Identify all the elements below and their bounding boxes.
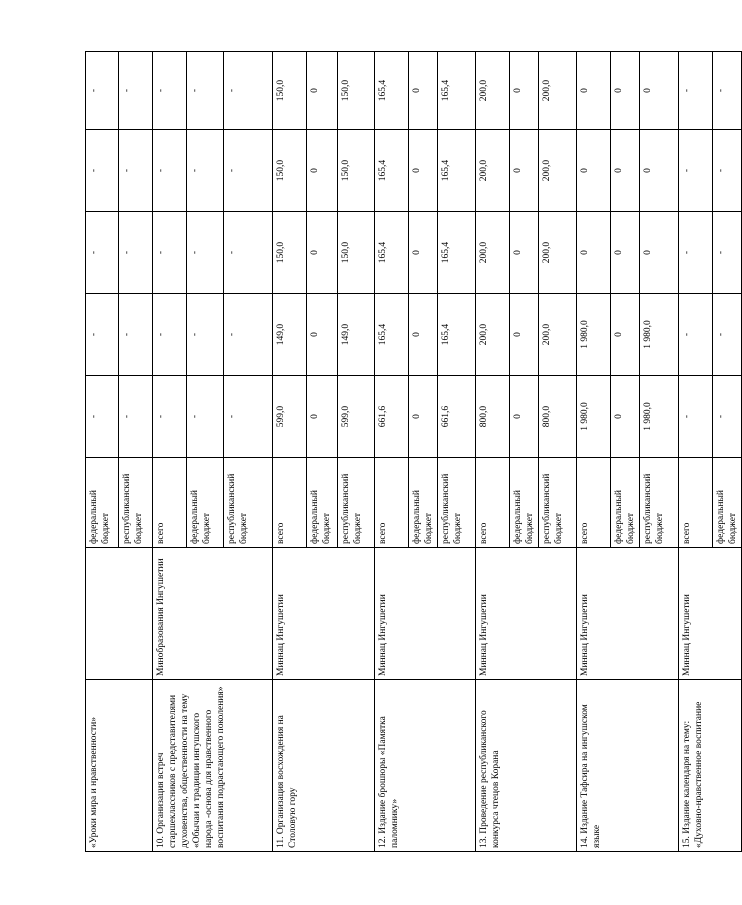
responsible-executor-cell: Минобразования Ингушетии	[153, 548, 273, 680]
funding-source-cell: федеральный бюджет	[86, 458, 119, 548]
table-row	[476, 52, 510, 852]
rotated-page	[85, 52, 738, 852]
amount-cell: -	[224, 294, 273, 376]
funding-source-cell: всего	[476, 458, 510, 548]
amount-cell: 0	[611, 376, 640, 458]
responsible-executor-cell: Миннац Ингушетии	[476, 548, 577, 680]
amount-cell: 165,4	[375, 52, 409, 130]
responsible-executor-cell: Миннац Ингушетии	[375, 548, 476, 680]
measure-name-cell: «Уроки мира и нравственности»	[86, 680, 153, 852]
funding-source-cell: всего	[375, 458, 409, 548]
amount-cell: -	[679, 376, 713, 458]
amount-cell: 0	[577, 130, 611, 212]
amount-cell: 165,4	[438, 130, 476, 212]
amount-cell: -	[153, 212, 187, 294]
amount-cell: -	[224, 376, 273, 458]
amount-cell: 150,0	[273, 130, 307, 212]
amount-cell: -	[86, 376, 119, 458]
funding-source-cell: федеральный бюджет	[409, 458, 438, 548]
amount-cell: 200,0	[476, 52, 510, 130]
amount-cell: 0	[409, 52, 438, 130]
amount-cell: 200,0	[539, 130, 577, 212]
measure-name-cell: 12. Издание брошюры «Памятка паломнику»	[375, 680, 476, 852]
funding-source-cell: федеральный бюджет	[611, 458, 640, 548]
funding-source-cell: всего	[273, 458, 307, 548]
amount-cell: 165,4	[438, 52, 476, 130]
amount-cell: 0	[409, 212, 438, 294]
amount-cell: 150,0	[338, 52, 375, 130]
amount-cell: 1 980,0	[577, 376, 611, 458]
amount-cell: 800,0	[476, 376, 510, 458]
amount-cell: -	[119, 212, 153, 294]
amount-cell: -	[187, 376, 224, 458]
amount-cell: -	[713, 376, 742, 458]
amount-cell: 0	[640, 130, 679, 212]
amount-cell: 1 980,0	[640, 376, 679, 458]
amount-cell: 165,4	[438, 294, 476, 376]
measure-name-cell: 10. Организация встреч старшеклассников с представителями духовенства, общественности на тему «Обычаи и традиции ингушского народа -основа для нравственного воспитания подрастающего поколения»	[153, 680, 273, 852]
amount-cell: 0	[307, 376, 338, 458]
amount-cell: -	[153, 52, 187, 130]
amount-cell: -	[119, 294, 153, 376]
amount-cell: -	[679, 294, 713, 376]
amount-cell: 661,6	[438, 376, 476, 458]
measure-name-cell: 11. Организация восхождения на Столовую гору	[273, 680, 375, 852]
amount-cell: 149,0	[338, 294, 375, 376]
amount-cell: -	[86, 212, 119, 294]
amount-cell: 200,0	[539, 212, 577, 294]
amount-cell: -	[679, 52, 713, 130]
amount-cell: 200,0	[476, 130, 510, 212]
amount-cell: 0	[510, 212, 539, 294]
funding-source-cell: республиканский бюджет	[640, 458, 679, 548]
amount-cell: 165,4	[375, 294, 409, 376]
funding-source-cell: федеральный бюджет	[510, 458, 539, 548]
budget-table	[85, 51, 742, 852]
amount-cell: 0	[307, 212, 338, 294]
table-row	[153, 52, 187, 852]
amount-cell: -	[86, 130, 119, 212]
amount-cell: -	[713, 52, 742, 130]
amount-cell: 0	[409, 130, 438, 212]
funding-source-cell: федеральный бюджет	[307, 458, 338, 548]
amount-cell: 150,0	[338, 130, 375, 212]
amount-cell: 0	[611, 52, 640, 130]
measure-name-cell: 15. Издание календаря на тему: «Духовно-нравственное воспитание	[679, 680, 742, 852]
amount-cell: 0	[307, 52, 338, 130]
amount-cell: 149,0	[273, 294, 307, 376]
funding-source-cell: республиканский бюджет	[338, 458, 375, 548]
amount-cell: -	[187, 212, 224, 294]
amount-cell: -	[153, 130, 187, 212]
amount-cell: 661,6	[375, 376, 409, 458]
funding-source-cell: республиканский бюджет	[438, 458, 476, 548]
amount-cell: 1 980,0	[640, 294, 679, 376]
table-row	[375, 52, 409, 852]
funding-source-cell: республиканский бюджет	[539, 458, 577, 548]
responsible-executor-cell: Миннац Ингушетии	[679, 548, 742, 680]
amount-cell: 150,0	[273, 212, 307, 294]
amount-cell: 599,0	[338, 376, 375, 458]
amount-cell: 0	[510, 52, 539, 130]
amount-cell: -	[713, 294, 742, 376]
funding-source-cell: федеральный бюджет	[713, 458, 742, 548]
amount-cell: -	[119, 130, 153, 212]
responsible-executor-cell	[86, 548, 153, 680]
amount-cell: -	[86, 52, 119, 130]
amount-cell: 0	[640, 212, 679, 294]
table-body	[86, 52, 742, 852]
amount-cell: 165,4	[375, 130, 409, 212]
amount-cell: -	[119, 376, 153, 458]
amount-cell: -	[187, 294, 224, 376]
amount-cell: -	[224, 52, 273, 130]
amount-cell: 0	[307, 294, 338, 376]
amount-cell: 0	[640, 52, 679, 130]
amount-cell: 0	[510, 376, 539, 458]
funding-source-cell: всего	[577, 458, 611, 548]
amount-cell: 150,0	[338, 212, 375, 294]
amount-cell: 165,4	[438, 212, 476, 294]
amount-cell: 0	[409, 376, 438, 458]
amount-cell: -	[187, 52, 224, 130]
amount-cell: -	[153, 376, 187, 458]
amount-cell: 200,0	[476, 212, 510, 294]
amount-cell: -	[86, 294, 119, 376]
amount-cell: 200,0	[539, 52, 577, 130]
amount-cell: 0	[307, 130, 338, 212]
measure-name-cell: 13. Проведение республиканского конкурса чтецов Корана	[476, 680, 577, 852]
amount-cell: 0	[409, 294, 438, 376]
amount-cell: 599,0	[273, 376, 307, 458]
amount-cell: 800,0	[539, 376, 577, 458]
table-row	[86, 52, 119, 852]
amount-cell: 0	[510, 294, 539, 376]
amount-cell: -	[679, 130, 713, 212]
amount-cell: 200,0	[476, 294, 510, 376]
amount-cell: -	[713, 130, 742, 212]
table-row	[679, 52, 713, 852]
amount-cell: 0	[611, 294, 640, 376]
amount-cell: -	[224, 212, 273, 294]
amount-cell: -	[679, 212, 713, 294]
amount-cell: 0	[577, 52, 611, 130]
table-row	[577, 52, 611, 852]
amount-cell: 0	[611, 130, 640, 212]
amount-cell: -	[187, 130, 224, 212]
amount-cell: -	[713, 212, 742, 294]
amount-cell: 150,0	[273, 52, 307, 130]
funding-source-cell: республиканский бюджет	[119, 458, 153, 548]
amount-cell: 200,0	[539, 294, 577, 376]
responsible-executor-cell: Миннац Ингушетии	[577, 548, 679, 680]
amount-cell: 165,4	[375, 212, 409, 294]
measure-name-cell: 14. Издание Тафсира на ингушском языке	[577, 680, 679, 852]
funding-source-cell: всего	[153, 458, 187, 548]
amount-cell: 1 980,0	[577, 294, 611, 376]
table-row	[273, 52, 307, 852]
funding-source-cell: всего	[679, 458, 713, 548]
amount-cell: -	[224, 130, 273, 212]
amount-cell: 0	[510, 130, 539, 212]
amount-cell: 0	[577, 212, 611, 294]
amount-cell: 0	[611, 212, 640, 294]
responsible-executor-cell: Миннац Ингушетии	[273, 548, 375, 680]
amount-cell: -	[153, 294, 187, 376]
amount-cell: -	[119, 52, 153, 130]
funding-source-cell: федеральный бюджет	[187, 458, 224, 548]
funding-source-cell: республиканский бюджет	[224, 458, 273, 548]
